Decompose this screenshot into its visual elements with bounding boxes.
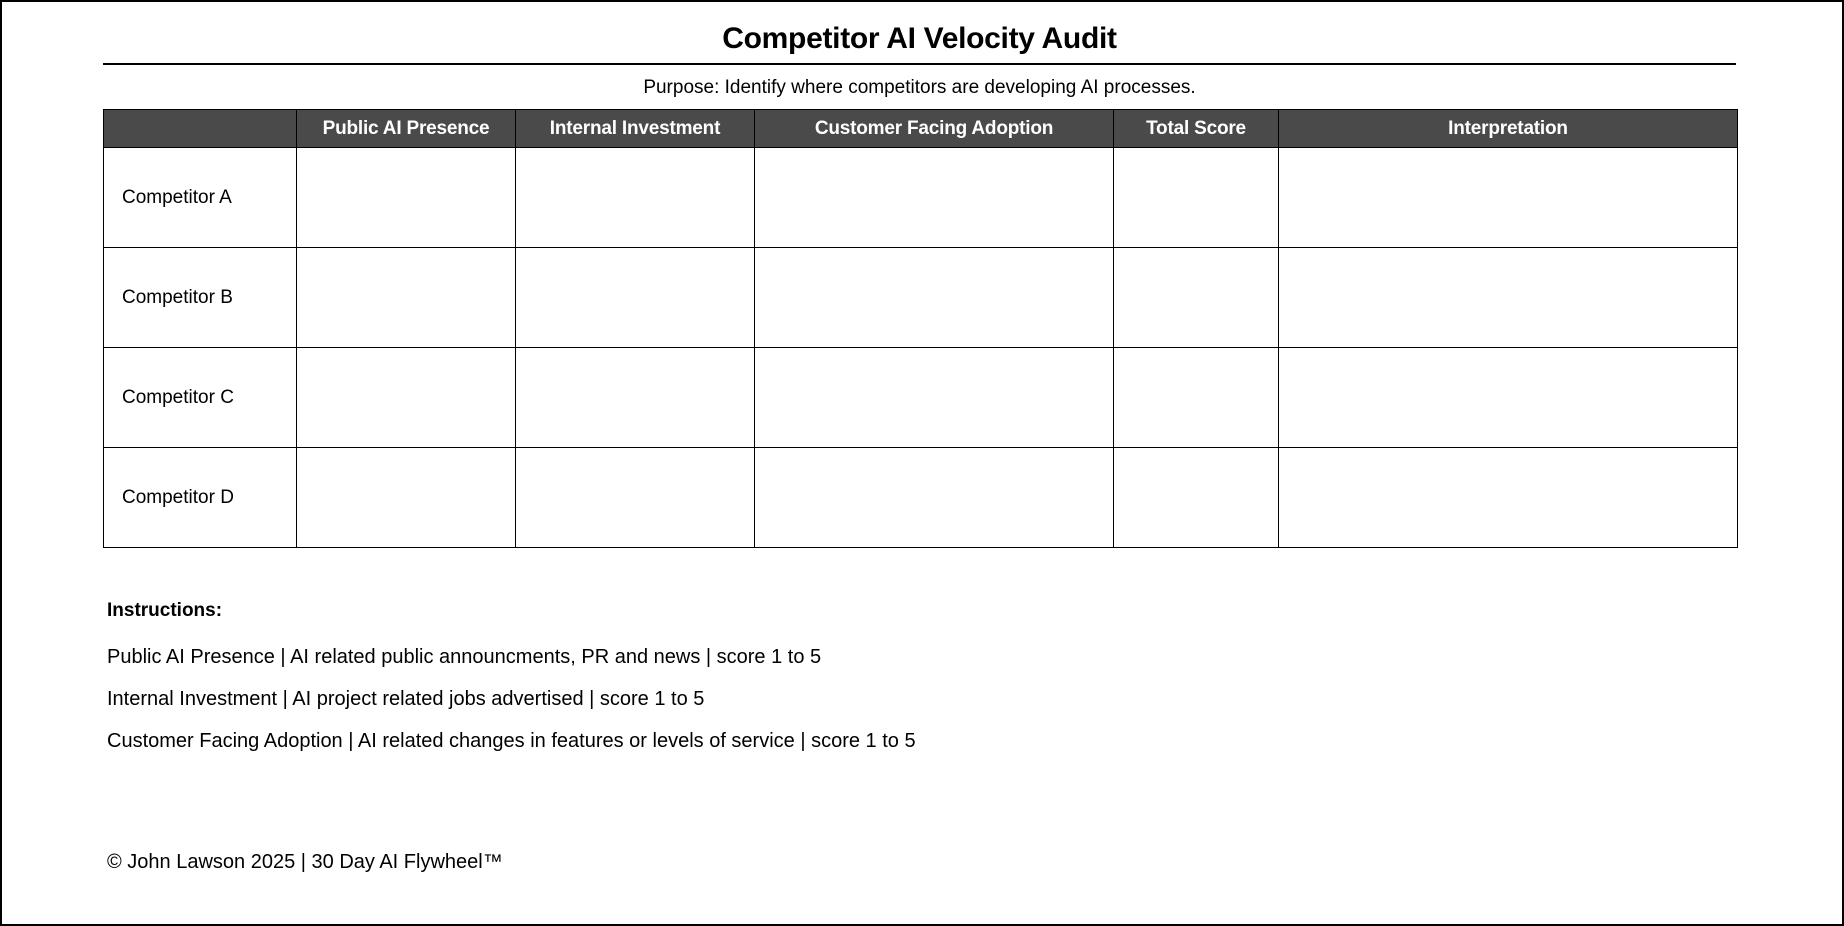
column-header-customer-facing-adoption: Customer Facing Adoption <box>755 110 1114 148</box>
document-title: Competitor AI Velocity Audit <box>722 22 1117 55</box>
instruction-internal-investment: Internal Investment | AI project related jobs advertised | score 1 to 5 <box>107 688 705 710</box>
copyright-footer: © John Lawson 2025 | 30 Day AI Flywheel™ <box>107 851 503 873</box>
column-header-total-score: Total Score <box>1114 110 1279 148</box>
table-row <box>104 248 1738 348</box>
cell-public-ai-presence[interactable] <box>297 148 516 248</box>
audit-table <box>103 109 1738 548</box>
cell-total-score[interactable] <box>1114 348 1279 448</box>
cell-internal-investment[interactable] <box>516 348 755 448</box>
row-label: Competitor B <box>104 248 297 348</box>
purpose-statement: Purpose: Identify where competitors are developing AI processes. <box>643 77 1196 98</box>
table-row <box>104 348 1738 448</box>
instruction-public-ai-presence: Public AI Presence | AI related public announcments, PR and news | score 1 to 5 <box>107 646 822 668</box>
cell-total-score[interactable] <box>1114 248 1279 348</box>
instructions-section <box>107 600 916 752</box>
column-header-internal-investment: Internal Investment <box>516 110 755 148</box>
row-label: Competitor A <box>104 148 297 248</box>
cell-internal-investment[interactable] <box>516 448 755 548</box>
cell-customer-facing-adoption[interactable] <box>755 348 1114 448</box>
row-label: Competitor D <box>104 448 297 548</box>
cell-customer-facing-adoption[interactable] <box>755 248 1114 348</box>
instruction-customer-facing-adoption: Customer Facing Adoption | AI related changes in features or levels of service | score 1 to 5 <box>107 730 916 752</box>
cell-interpretation[interactable] <box>1279 448 1738 548</box>
cell-public-ai-presence[interactable] <box>297 348 516 448</box>
cell-total-score[interactable] <box>1114 448 1279 548</box>
column-header-public-ai-presence: Public AI Presence <box>297 110 516 148</box>
cell-interpretation[interactable] <box>1279 248 1738 348</box>
cell-internal-investment[interactable] <box>516 148 755 248</box>
title-divider <box>103 63 1736 65</box>
cell-customer-facing-adoption[interactable] <box>755 148 1114 248</box>
cell-interpretation[interactable] <box>1279 348 1738 448</box>
cell-public-ai-presence[interactable] <box>297 448 516 548</box>
row-label: Competitor C <box>104 348 297 448</box>
cell-public-ai-presence[interactable] <box>297 248 516 348</box>
column-header-interpretation: Interpretation <box>1279 110 1738 148</box>
cell-customer-facing-adoption[interactable] <box>755 448 1114 548</box>
cell-total-score[interactable] <box>1114 148 1279 248</box>
table-row <box>104 148 1738 248</box>
table-header-row <box>104 110 1738 148</box>
column-header-competitor <box>104 110 297 148</box>
cell-internal-investment[interactable] <box>516 248 755 348</box>
table-row <box>104 448 1738 548</box>
cell-interpretation[interactable] <box>1279 148 1738 248</box>
instructions-heading: Instructions: <box>107 600 223 621</box>
